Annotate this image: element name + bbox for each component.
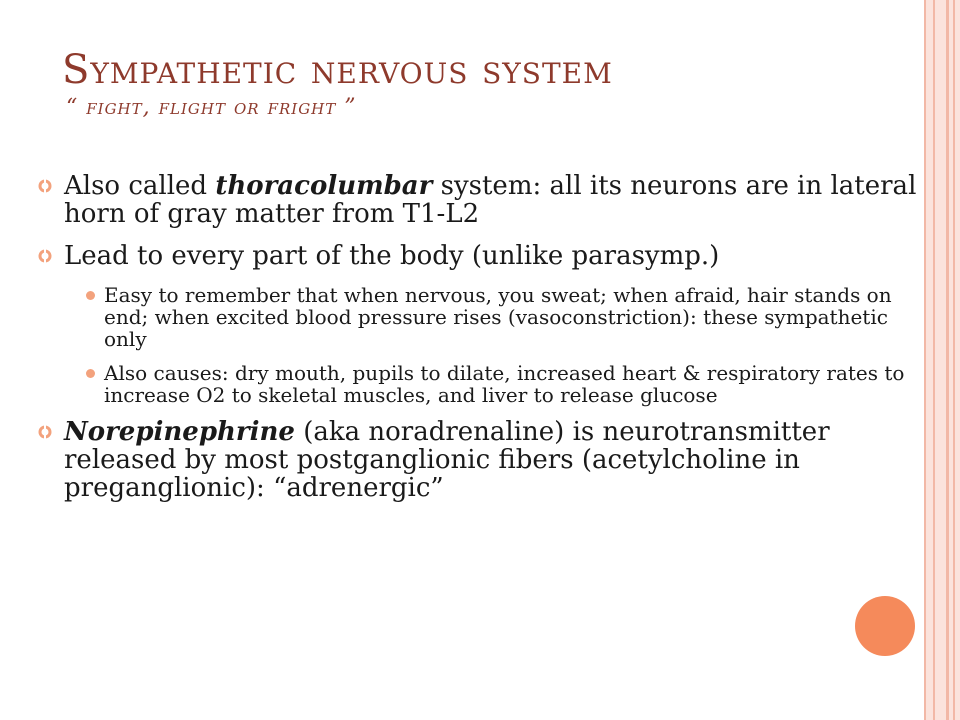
bullet-text: system: all its neurons are in lateral horn of gray matter from T1-L2 bbox=[64, 171, 917, 229]
sub-bullet-text: Easy to remember that when nervous, you sweat; when afraid, hair stands on end; when excited blood pressure rises (vasoconstriction): these sympathetic only bbox=[104, 283, 892, 351]
sub-bullet-item bbox=[76, 284, 926, 350]
bullet-text: Also called bbox=[64, 171, 216, 201]
sub-bullet-text: Also causes: dry mouth, pupils to dilate, increased heart & respiratory rates to increase O2 to skeletal muscles, and liver to release glucose bbox=[104, 361, 905, 407]
bullet-item bbox=[36, 242, 926, 270]
slide-body bbox=[36, 172, 926, 516]
bullet-icon bbox=[38, 425, 52, 439]
sub-bullet-item bbox=[76, 362, 926, 406]
emphasis-text: Norepinephrine bbox=[64, 417, 295, 447]
right-frame-line bbox=[933, 0, 935, 720]
bullet-text: Lead to every part of the body (unlike parasymp.) bbox=[64, 241, 720, 271]
bullet-item bbox=[36, 172, 926, 228]
bullet-icon bbox=[38, 179, 52, 193]
right-frame-line bbox=[953, 0, 955, 720]
slide-subtitle: “ fight, flight or fright ” bbox=[66, 95, 357, 120]
right-frame-line bbox=[946, 0, 949, 720]
decorative-circle bbox=[855, 596, 915, 656]
slide-title: Sympathetic nervous system bbox=[62, 47, 613, 93]
bullet-item bbox=[36, 418, 926, 502]
bullet-icon bbox=[38, 249, 52, 263]
sub-bullet-icon bbox=[86, 369, 95, 378]
sub-bullet-icon bbox=[86, 291, 95, 300]
bullet-text: (aka noradrenaline) is neurotransmitter released by most postganglionic fibers (acetylcholine in preganglionic): “adrenergic” bbox=[64, 417, 830, 503]
emphasis-text: thoracolumbar bbox=[215, 171, 433, 201]
slide-title-block bbox=[62, 46, 822, 122]
